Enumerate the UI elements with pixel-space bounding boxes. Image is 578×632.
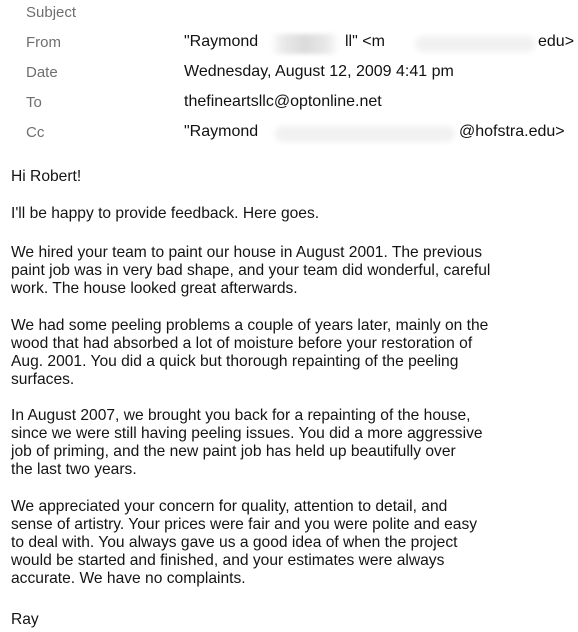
paragraph-4: In August 2007, we brought you back for a repainting of the house, since we were still having peeling issues. You did a more aggressive job of priming, and the new paint job has held up beautifully over the last two years. xyxy=(11,407,483,478)
from-redaction-2 xyxy=(415,36,535,52)
from-value-end[interactable]: edu> xyxy=(538,33,575,50)
to-value[interactable]: thefineartsllc@optonline.net xyxy=(184,93,382,110)
cc-row xyxy=(0,120,578,150)
to-label: To xyxy=(26,94,42,111)
date-label: Date xyxy=(26,64,58,81)
from-redaction xyxy=(270,34,340,54)
cc-label: Cc xyxy=(26,124,45,141)
from-value-mid[interactable]: ll" <m xyxy=(345,33,385,50)
from-label: From xyxy=(26,34,61,51)
greeting: Hi Robert! xyxy=(11,168,82,185)
cc-value-end[interactable]: @hofstra.edu> xyxy=(459,123,565,140)
date-row xyxy=(0,60,578,90)
date-value: Wednesday, August 12, 2009 4:41 pm xyxy=(184,63,454,80)
cc-value-start[interactable]: "Raymond xyxy=(184,123,259,140)
to-row xyxy=(0,90,578,120)
from-value-start[interactable]: "Raymond xyxy=(184,33,259,50)
from-row xyxy=(0,30,578,60)
cc-redaction xyxy=(275,126,455,142)
paragraph-1: I'll be happy to provide feedback. Here goes. xyxy=(11,205,320,222)
paragraph-3: We had some peeling problems a couple of years later, mainly on the wood that had absorbed a lot of moisture before your restoration of Aug. 2001. You did a quick but thorough repainting of the peeling surfaces. xyxy=(11,317,489,388)
email-header xyxy=(0,0,578,158)
signature: Ray xyxy=(11,611,39,628)
paragraph-5: We appreciated your concern for quality, attention to detail, and sense of artistry. Your prices were fair and you were polite and easy to deal with. You always gave us a good idea of when the project would be started and finished, and your estimates were always accurate. We have no complaints. xyxy=(11,498,478,587)
subject-row xyxy=(0,0,578,30)
paragraph-2: We hired your team to paint our house in August 2001. The previous paint job was in very bad shape, and your team did wonderful, careful work. The house looked great afterwards. xyxy=(11,244,491,297)
subject-label: Subject xyxy=(26,4,77,21)
